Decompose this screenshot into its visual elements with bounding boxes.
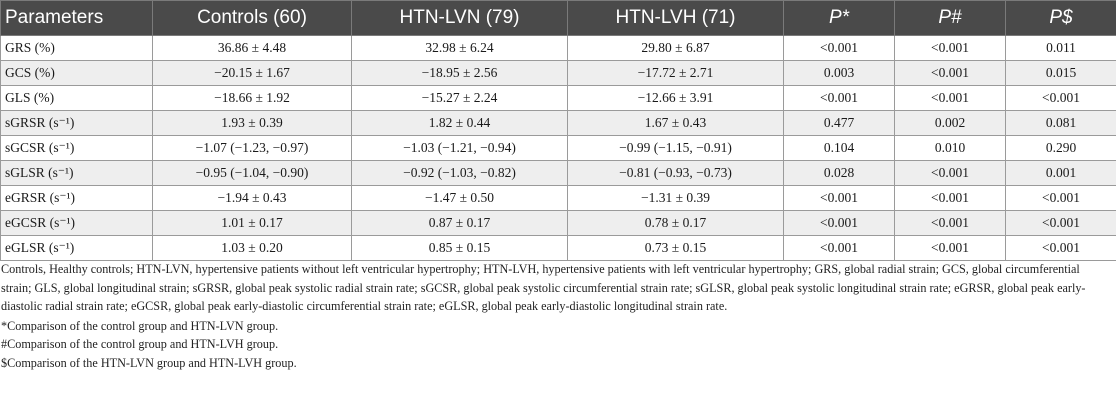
p-hash-cell: <0.001 [895, 211, 1006, 236]
p-dollar-cell: 0.011 [1006, 36, 1116, 61]
p-hash-cell: 0.002 [895, 111, 1006, 136]
p-hash-cell: <0.001 [895, 186, 1006, 211]
footnote-star: *Comparison of the control group and HTN-LVN group. [1, 318, 279, 333]
htn-lvn-cell: −15.27 ± 2.24 [352, 86, 568, 111]
controls-cell: −0.95 (−1.04, −0.90) [153, 161, 352, 186]
table-row [1, 111, 1116, 136]
table-row [1, 61, 1116, 86]
header-p-star: P* [784, 1, 895, 36]
p-dollar-cell: <0.001 [1006, 236, 1116, 261]
htn-lvn-cell: 1.82 ± 0.44 [352, 111, 568, 136]
htn-lvn-cell: −18.95 ± 2.56 [352, 61, 568, 86]
header-parameters: Parameters [1, 1, 153, 36]
header-htn-lvh: HTN-LVH (71) [568, 1, 784, 36]
p-dollar-cell: 0.290 [1006, 136, 1116, 161]
htn-lvh-cell: −17.72 ± 2.71 [568, 61, 784, 86]
parameter-cell: eGLSR (s⁻¹) [1, 236, 153, 261]
controls-cell: 36.86 ± 4.48 [153, 36, 352, 61]
p-star-cell: <0.001 [784, 86, 895, 111]
table-row [1, 86, 1116, 111]
htn-lvh-cell: −1.31 ± 0.39 [568, 186, 784, 211]
table-row [1, 236, 1116, 261]
header-controls: Controls (60) [153, 1, 352, 36]
htn-lvn-cell: −1.47 ± 0.50 [352, 186, 568, 211]
parameter-cell: GLS (%) [1, 86, 153, 111]
p-hash-cell: <0.001 [895, 86, 1006, 111]
p-star-cell: <0.001 [784, 36, 895, 61]
p-dollar-cell: 0.001 [1006, 161, 1116, 186]
controls-cell: 1.01 ± 0.17 [153, 211, 352, 236]
table-footnotes [1, 260, 1113, 372]
table-row [1, 211, 1116, 236]
htn-lvh-cell: 0.73 ± 0.15 [568, 236, 784, 261]
p-star-cell: 0.003 [784, 61, 895, 86]
table-row [1, 161, 1116, 186]
table-row [1, 36, 1116, 61]
htn-lvh-cell: 1.67 ± 0.43 [568, 111, 784, 136]
htn-lvn-cell: 32.98 ± 6.24 [352, 36, 568, 61]
p-star-cell: 0.028 [784, 161, 895, 186]
parameter-cell: eGRSR (s⁻¹) [1, 186, 153, 211]
htn-lvh-cell: −12.66 ± 3.91 [568, 86, 784, 111]
p-hash-cell: 0.010 [895, 136, 1006, 161]
htn-lvh-cell: 0.78 ± 0.17 [568, 211, 784, 236]
header-p-hash: P# [895, 1, 1006, 36]
htn-lvh-cell: −0.81 (−0.93, −0.73) [568, 161, 784, 186]
footnote-hash: #Comparison of the control group and HTN-LVH group. [1, 337, 279, 351]
p-star-cell: <0.001 [784, 236, 895, 261]
p-star-cell: 0.477 [784, 111, 895, 136]
header-htn-lvn: HTN-LVN (79) [352, 1, 568, 36]
p-star-cell: 0.104 [784, 136, 895, 161]
controls-cell: −1.94 ± 0.43 [153, 186, 352, 211]
controls-cell: 1.03 ± 0.20 [153, 236, 352, 261]
htn-lvh-cell: −0.99 (−1.15, −0.91) [568, 136, 784, 161]
controls-cell: −20.15 ± 1.67 [153, 61, 352, 86]
parameter-cell: sGRSR (s⁻¹) [1, 111, 153, 136]
p-star-cell: <0.001 [784, 211, 895, 236]
table-row [1, 136, 1116, 161]
parameter-cell: sGLSR (s⁻¹) [1, 161, 153, 186]
htn-lvh-cell: 29.80 ± 6.87 [568, 36, 784, 61]
parameter-cell: sGCSR (s⁻¹) [1, 136, 153, 161]
p-hash-cell: <0.001 [895, 236, 1006, 261]
table-row [1, 186, 1116, 211]
htn-lvn-cell: −0.92 (−1.03, −0.82) [352, 161, 568, 186]
htn-lvn-cell: 0.87 ± 0.17 [352, 211, 568, 236]
htn-lvn-cell: −1.03 (−1.21, −0.94) [352, 136, 568, 161]
p-dollar-cell: <0.001 [1006, 186, 1116, 211]
controls-cell: −1.07 (−1.23, −0.97) [153, 136, 352, 161]
parameter-cell: eGCSR (s⁻¹) [1, 211, 153, 236]
parameter-cell: GCS (%) [1, 61, 153, 86]
p-dollar-cell: 0.015 [1006, 61, 1116, 86]
footnote-abbreviations: Controls, Healthy controls; HTN-LVN, hypertensive patients without left ventricular hypertrophy; HTN-LVH, hypertensive patients with left ventricular hypertrophy; GRS, global radial strain; GCS, global circumferential strain; GLS, global longitudinal strain; sGRSR, global peak systolic radial strain rate; sGCSR, global peak systolic circumferential strain rate; sGLSR, global peak systolic longitudinal strain rate; eGRSR, global peak early-diastolic radial strain rate; eGCSR, global peak early-diastolic circumferential strain rate; eGLSR, global peak early-diastolic longitudinal strain rate. [1, 262, 1086, 313]
p-hash-cell: <0.001 [895, 36, 1006, 61]
parameter-cell: GRS (%) [1, 36, 153, 61]
p-dollar-cell: 0.081 [1006, 111, 1116, 136]
controls-cell: −18.66 ± 1.92 [153, 86, 352, 111]
footnote-dollar: $Comparison of the HTN-LVN group and HTN-LVH group. [1, 355, 297, 370]
p-star-cell: <0.001 [784, 186, 895, 211]
header-p-dollar: P$ [1006, 1, 1116, 36]
controls-cell: 1.93 ± 0.39 [153, 111, 352, 136]
p-hash-cell: <0.001 [895, 161, 1006, 186]
p-dollar-cell: <0.001 [1006, 211, 1116, 236]
p-dollar-cell: <0.001 [1006, 86, 1116, 111]
table-header-row [1, 1, 1116, 36]
p-hash-cell: <0.001 [895, 61, 1006, 86]
htn-lvn-cell: 0.85 ± 0.15 [352, 236, 568, 261]
